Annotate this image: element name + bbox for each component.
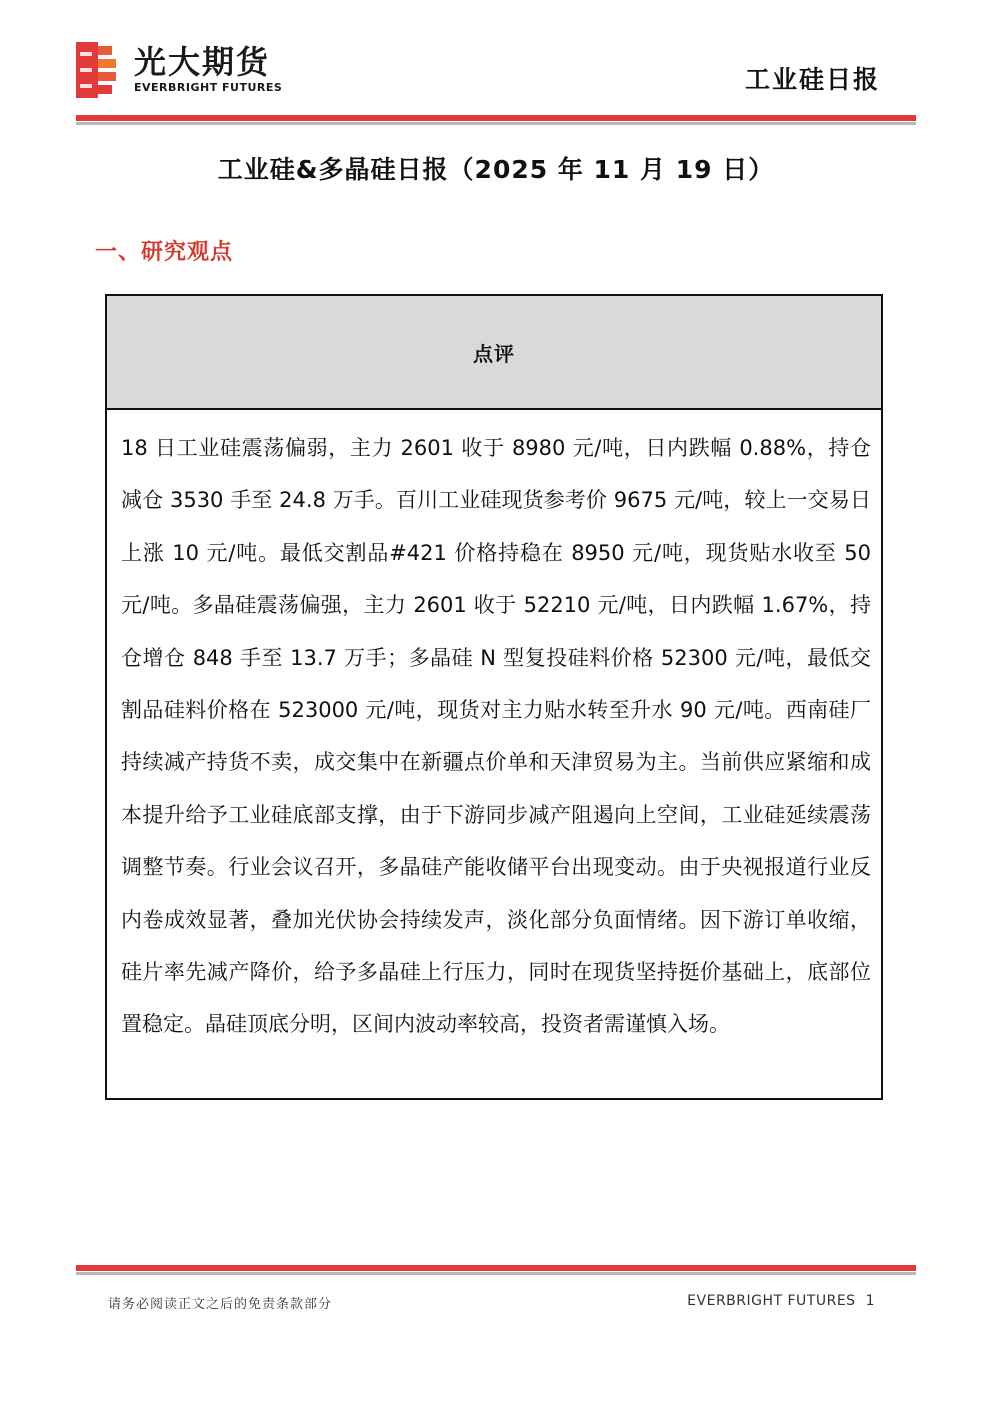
page-number: 1 xyxy=(865,1293,875,1309)
logo-english-name: EVERBRIGHT FUTURES xyxy=(134,81,283,94)
header-divider-red xyxy=(76,115,916,121)
document-title: 工业硅&多晶硅日报（2025 年 11 月 19 日） xyxy=(217,155,775,184)
comment-table xyxy=(105,294,883,1100)
footer-divider-red xyxy=(76,1265,916,1271)
logo-chinese-name: 光大期货 xyxy=(134,43,271,81)
report-type-title: 工业硅日报 xyxy=(744,65,880,94)
footer-divider-gray xyxy=(76,1272,916,1275)
table-header-label: 点评 xyxy=(473,341,515,366)
header-divider-gray xyxy=(76,122,916,125)
footer-company-page xyxy=(687,1293,875,1309)
everbright-logo-icon xyxy=(76,42,116,98)
comment-text: 18 日工业硅震荡偏弱，主力 2601 收于 8980 元/吨，日内跌幅 0.88%，持仓减仓 3530 手至 24.8 万手。百川工业硅现货参考价 9675 元/吨，较上一交易日上涨 10 元/吨。最低交割品#421 价格持稳在 8950 元/吨，现货贴水收至 50 元/吨。多晶硅震荡偏强，主力 2601 收于 52210 元/吨，日内跌幅 1.67%，持仓增仓 848 手至 13.7 万手；多晶硅 N 型复投硅料价格 52300 元/吨，最低交割品硅料价格在 523000 元/吨，现货对主力贴水转至升水 90 元/吨。西南硅厂持续减产持货不卖，成交集中在新疆点价单和天津贸易为主。当前供应紧缩和成本提升给予工业硅底部支撑，由于下游同步减产阻遏向上空间，工业硅延续震荡调整节奏。行业会议召开，多晶硅产能收储平台出现变动。由于央视报道行业反内卷成效显著，叠加光伏协会持续发声，淡化部分负面情绪。因下游订单收缩，硅片率先减产降价，给予多晶硅上行压力，同时在现货坚持挺价基础上，底部位置稳定。晶硅顶底分明，区间内波动率较高，投资者需谨慎入场。 xyxy=(121,436,871,1037)
footer-disclaimer: 请务必阅读正文之后的免责条款部分 xyxy=(108,1297,333,1312)
section-title: 一、研究观点 xyxy=(95,240,234,265)
footer-company: EVERBRIGHT FUTURES xyxy=(687,1293,856,1309)
table-header-cell xyxy=(107,296,881,410)
